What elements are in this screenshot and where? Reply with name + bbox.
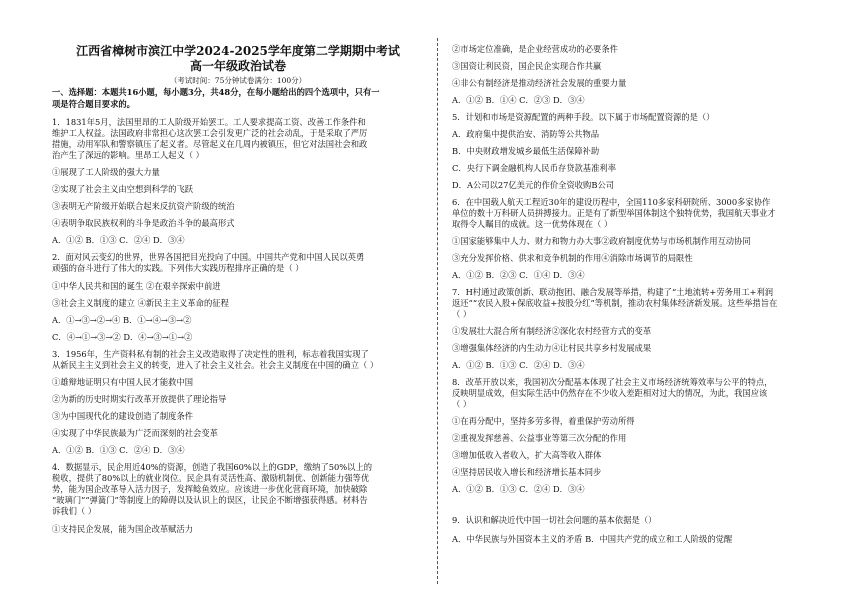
left-text-line: 3．1956年，生产资料私有制的社会主义改造取得了决定性的胜利，标志着我国实现了 (52, 349, 369, 359)
left-text-line: 顽强的奋斗进行了伟大的实践。下列伟大实践历程排序正确的是（ ） (52, 263, 304, 273)
right-text-line: （ ） (452, 399, 472, 409)
left-text-line: ①支持民企发展，能为国企改革赋活力 (52, 524, 194, 534)
left-text-line: ③为中国现代化的建设创造了制度条件 (52, 411, 194, 421)
left-text-line: ①展现了工人阶级的强大力量 (52, 167, 160, 177)
right-text-line: ③增加低收入者收入，扩大高等收入群体 (452, 450, 602, 460)
left-text-line: 治产生了深远的影响。里昂工人起义（ ） (52, 150, 204, 160)
right-text-line: A．中华民族与外国资本主义的矛盾 B．中国共产党的成立和工人阶级的觉醒 (452, 534, 733, 544)
left-text-line: ③社会主义制度的建立 ④新民主主义革命的征程 (52, 298, 229, 308)
right-text-line: 单位的数十万科研人员拼搏接力。正是有了新型举国体制这个独特优势，我国航天事业才 (452, 208, 776, 218)
right-text-line: ①在再分配中，坚持多劳多得，着重保护劳动所得 (452, 416, 635, 426)
right-text-line: 反映明显成效，但实际生活中仍然存在不少收入差距相对过大的情况，为此，我国应该 (452, 388, 768, 398)
right-text-line: ①国家能够集中人力、财力和物力办大事②政府制度优势与市场机制作用互动协同 (452, 236, 751, 246)
left-text-line: ①雄辩地证明只有中国人民才能救中国 (52, 377, 194, 387)
left-text-line: 项是符合题目要求的。 (52, 99, 135, 109)
left-text-line: 措施，动用军队和警察镇压了起义者。尽管起义在几周内被镇压，但它对法国社会和政 (52, 139, 368, 149)
right-text-line: C．央行下调金融机构人民币存贷款基准利率 (452, 163, 616, 173)
left-text-line: A．①② B．①③ C．②④ D．③④ (52, 235, 185, 245)
right-text-line: ②重视发挥慈善、公益事业等第三次分配的作用 (452, 433, 627, 443)
left-text-line: 江西省樟树市滨江中学2024-2025学年度第二学期期中考试 (76, 44, 400, 58)
right-text-line: ④非公有制经济是推动经济社会发展的重要力量 (452, 78, 627, 88)
right-text-line: （ ） (452, 309, 472, 319)
left-text-line: A．①→③→②→④ B．①→④→③→② (52, 315, 192, 325)
left-text-line: 高一年级政治试卷 (189, 59, 286, 73)
column-divider (437, 38, 438, 584)
left-text-line: 1．1831年5月，法国里昂的工人阶级开始罢工。工人要求提高工资、改善工作条件和 (52, 117, 366, 127)
right-text-line: ②市场定位准确，是企业经营成功的必要条件 (452, 44, 618, 54)
left-text-line: A．①② B．①③ C．②④ D．③④ (52, 445, 185, 455)
right-text-line: A．①② B．①④ C．②③ D．③④ (452, 95, 585, 105)
right-text-line: ③充分发挥价格、供求和竞争机制的作用④消除市场调节的局限性 (452, 253, 693, 263)
right-text-line: A．政府集中提供治安、消防等公共物品 (452, 129, 600, 139)
left-text-line: 一、选择题：本题共16小题，每小题3分，共48分，在每小题给出的四个选项中，只有一 (52, 87, 380, 97)
right-text-line: 取得令人瞩目的成就。这一优势体现在（ ） (452, 219, 613, 229)
right-text-line: B．中央财政增发城乡最低生活保障补助 (452, 146, 600, 156)
left-text-line: 诉我们（ ） (52, 506, 97, 516)
right-text-line: 8．改革开放以来，我国初次分配基本体现了社会主义市场经济统筹效率与公平的特点， (452, 377, 773, 387)
right-text-line: A．①② B．①③ C．②④ D．③④ (452, 360, 585, 370)
right-text-line: 5．计划和市场是资源配置的两种手段。以下属于市场配置资源的是（） (452, 112, 715, 122)
left-text-line: C．④→①→③→② D．④→③→①→② (52, 332, 193, 342)
left-text-line: ③表明无产阶级开始联合起来反抗资产阶级的统治 (52, 201, 235, 211)
right-text-line: 9．认识和解决近代中国一切社会问题的基本依据是（） (452, 515, 657, 525)
right-text-line: 6．在中国载人航天工程近30年的建设历程中，全国110多家科研院所、3000多家协作 (452, 197, 771, 207)
left-text-line: 势，能为国企改革导入活力因子，发挥鲶鱼效应。应该进一步优化营商环境，加快破除 (52, 484, 368, 494)
left-text-line: ②实现了社会主义由空想到科学的飞跃 (52, 184, 194, 194)
left-text-line: ②为新的历史时期实行改革开放提供了理论指导 (52, 394, 227, 404)
right-text-line: ③增强集体经济的内生动力④让村民共享乡村发展成果 (452, 343, 652, 353)
right-text-line: D．A公司以27亿美元的作价全资收购B公司 (452, 180, 615, 190)
left-text-line: 维护工人权益。法国政府非常担心这次罢工会引发更广泛的社会动乱，于是采取了严厉 (52, 128, 368, 138)
left-text-line: 从新民主主义到社会主义的转变，进入了社会主义社会。社会主义制度在中国的确立（ ） (52, 360, 379, 370)
right-text-line: ④坚持居民收入增长和经济增长基本同步 (452, 467, 602, 477)
left-text-line: 税收，提供了80%以上的就业岗位。民企具有灵活性高、激励机制优、创新能力强等优 (52, 473, 370, 483)
left-text-line: “玻璃门”“弹簧门”等制度上的障碍以及认识上的误区，让民企不断增强获得感。材料告 (52, 495, 368, 505)
right-text-line: A．①② B．①③ C．②④ D．③④ (452, 484, 585, 494)
right-text-line: ③国资让利民资，国企民企实现合作共赢 (452, 61, 602, 71)
left-text-line: 4．数据显示，民企用近40%的资源，创造了我国60%以上的GDP，缴纳了50%以上的 (52, 462, 373, 472)
left-text-line: 2．面对风云变幻的世界，世界各国把目光投向了中国。中国共产党和中国人民以英勇 (52, 252, 365, 262)
right-text-line: 返还”“农民入股+保底收益+按股分红”等机制，推动农村集体经济新发展。这些举措旨在 (452, 298, 778, 308)
left-text-line: （考试时间：75分钟试卷满分：100分） (169, 76, 307, 85)
left-text-line: ①中华人民共和国的诞生 ②在艰辛探索中前进 (52, 281, 221, 291)
right-text-line: ①发展壮大混合所有制经济②深化农村经营方式的变革 (452, 326, 652, 336)
left-text-line: ④实现了中华民族最为广泛而深刻的社会变革 (52, 428, 218, 438)
left-text-line: ④表明争取民族权利的斗争是政治斗争的最高形式 (52, 218, 235, 228)
right-text-line: 7．H村通过政策创新、联动抱团、融合发展等举措，构建了“土地流转+劳务用工+利润 (452, 287, 774, 297)
right-text-line: A．①② B．②③ C．①④ D．③④ (452, 270, 585, 280)
